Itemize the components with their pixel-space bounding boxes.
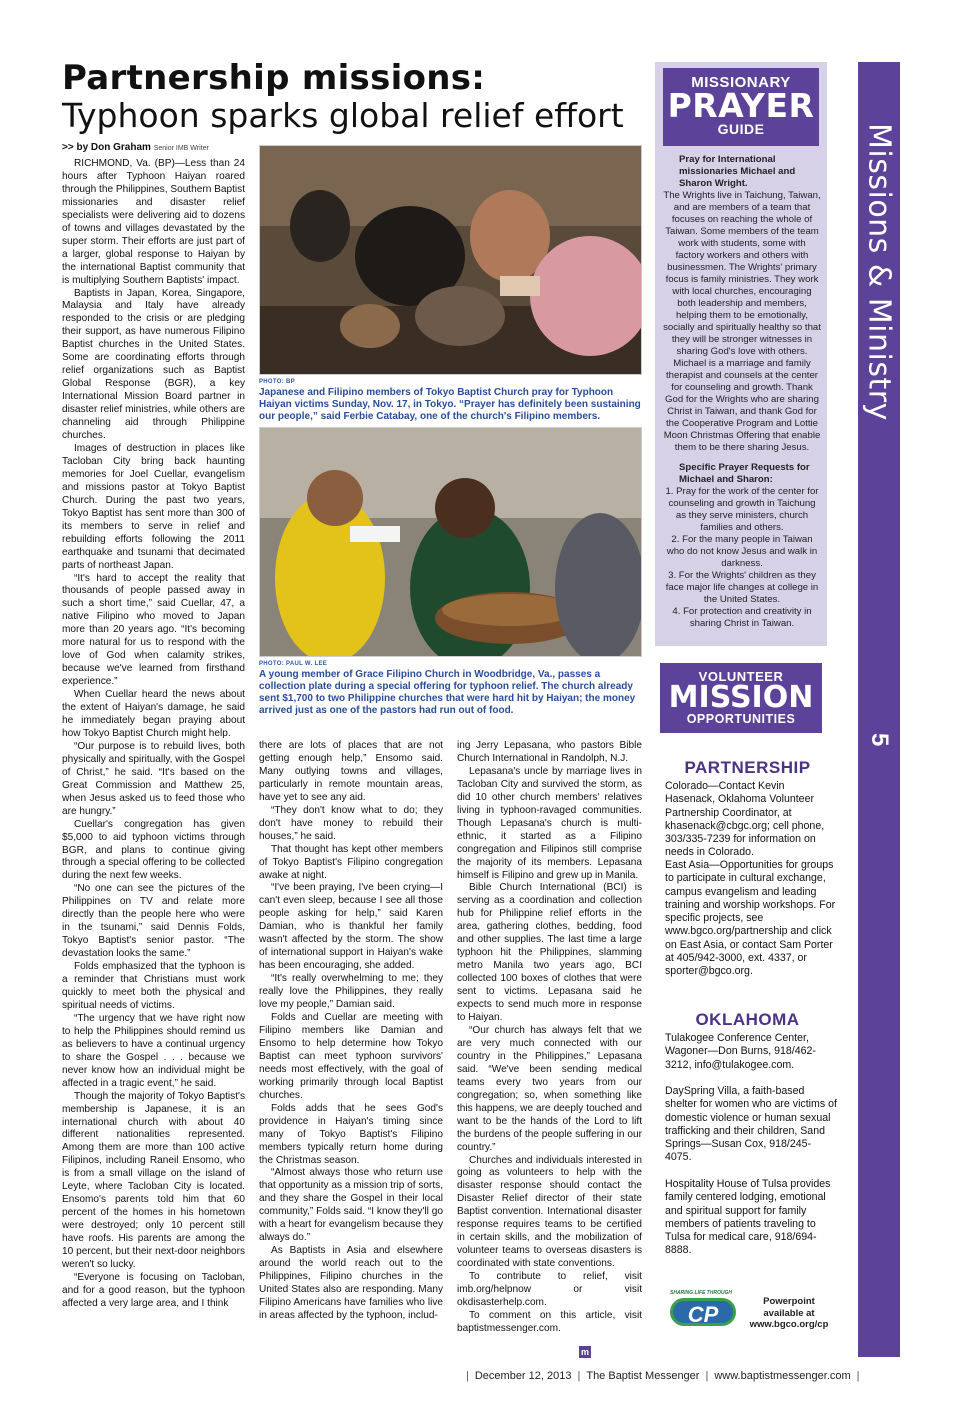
headline-line1: Partnership missions: [62, 58, 486, 98]
col2-para: “Almost always those who return use that opportunity as a mission trip of sorts, and they share the Gospel in their local community,” Folds said. “I know they'll go with a heart for evangelism because they always do.” [259, 1167, 444, 1244]
footer-publication: The Baptist Messenger [586, 1370, 700, 1382]
col1-para: Though the majority of Tokyo Baptist's membership is Japanese, it is an international church with about 40 different nationalities represented. Among them are more than 100 active Filipinos, including Raneil Ensomo, who is from a small village on the island of Leyte, where Tacloban City is located. Ensomo's parents told him that 60 percent of the homes in his hometown were destroyed; only 10 percent still have roofs. His parents are among the 10 percent, but their next-door neighbors weren't so lucky. [62, 1090, 245, 1271]
article-column-3 [457, 740, 642, 1360]
col1-para: “It's hard to accept the reality that thousands of people passed away in such a short time,” said Cuellar, 47, a native Filipino who moved to Japan more than 20 years ago. “It's becoming more natural for us to respond with the love of God when calamity strikes, because we've learned from firsthand experience.” [62, 572, 245, 688]
oklahoma-item: Hospitality House of Tulsa provides family centered lodging, emotional and spiritual support for family members of patients traveling to Tulsa for medical care, 918/694-8888. [665, 1178, 831, 1257]
col3-para: Bible Church International (BCI) is serving as a coordination and collection hub for Philippine relief efforts in the area, gathering clothes, bedding, food and other supplies. The last time a large typhoon hit the Philippines, slamming metro Manila two years ago, BCI collected 100 boxes of clothes that were sent to victims. Lepasana said he expects to send much more in response to Haiyan. [457, 882, 642, 1024]
col1-para: “Everyone is focusing on Tacloban, and for a good reason, but the typhoon affected a very large area, and I think [62, 1271, 245, 1309]
article-column-2 [259, 740, 443, 1360]
footer-url: www.baptistmessenger.com [714, 1370, 851, 1382]
oklahoma-item: DaySpring Villa, a faith-based shelter for women who are victims of domestic violence or human sexual trafficking and their children, Sand Springs—Susan Cox, 918/245-4075. [665, 1085, 837, 1164]
article-column-1 [62, 158, 245, 1358]
prayer-guide-box [655, 62, 827, 646]
photo2-credit: PHOTO: PAUL W. LEE [259, 661, 328, 667]
photo1-caption: Japanese and Filipino members of Tokyo Baptist Church pray for Typhoon Haiyan victims Sunday, Nov. 17, in Tokyo. “Prayer has definitely been sustaining our people,” said Ferbie Catabay, one of the church's Filipino members. [259, 387, 641, 422]
headline-line2: Typhoon sparks global relief effort [62, 96, 624, 135]
col3-para: Lepasana's uncle by marriage lives in Tacloban City and survived the storm, as did 10 other church members' relatives living in typhoon-ravaged communities. Though Lepasana's church is multi-ethnic, it started as a Filipino congregation and Filipinos still comprise the majority of its members. Lepasana himself is Filipino and grew up in Manila. [457, 765, 642, 881]
page-number: 5 [866, 733, 893, 747]
cp-logo [670, 1290, 740, 1330]
oklahoma-heading: OKLAHOMA [695, 1010, 800, 1029]
prayer-request-item: 4. For protection and creativity in sharing Christ in Taiwan. [672, 606, 812, 629]
col1-para: Baptists in Japan, Korea, Singapore, Malaysia and Italy have already responded to the crisis or are pledging their support, as have numerous Filipino Baptist churches in the United States. Some are coordinating efforts through relief organizations such as Baptist Global Response (BGR), a key International Mission Board partner in disaster relief ministries, while others are channeling aid through Philippine churches. [62, 287, 245, 442]
col2-para: Folds adds that he sees God's providence in Haiyan's timing since many of Tokyo Baptist's Filipino members typically return home during the Christmas season. [259, 1102, 443, 1166]
prayer-request-item: 1. Pray for the work of the center for counseling and growth in Taichung as they serve ministers, church families and others. [665, 486, 819, 533]
section-title: Missions & Ministry [861, 123, 897, 421]
prayer-header-line1: MISSIONARY [691, 74, 791, 91]
photo2-caption: A young member of Grace Filipino Church in Woodbridge, Va., passes a collection plate during a special offering for typhoon relief. The church already sent $1,700 to two Philippine churches that were hard hit by Haiyan; the money arrived just as one of the pastors had run out of food. [259, 669, 636, 716]
cp-logo-tagline: SHARING LIFE THROUGH [670, 1290, 732, 1296]
prayer-header-line3: GUIDE [717, 121, 765, 137]
photo1-credit: PHOTO: BP [259, 379, 295, 385]
col1-para: Folds emphasized that the typhoon is a reminder that Christians must work quickly to meet both the physical and spiritual needs of victims. [62, 961, 245, 1011]
volunteer-header-line2: MISSION [668, 680, 814, 715]
col2-para: That thought has kept other members of Tokyo Baptist's Filipino congregation awake at night. [259, 843, 443, 881]
col3-para: To contribute to relief, visit imb.org/helpnow or visit okdisasterhelp.com. [457, 1271, 642, 1308]
prayer-requests-heading: Specific Prayer Requests for Michael and Sharon: [679, 462, 810, 485]
prayer-guide-body [663, 154, 821, 630]
prayer-intro-heading: Pray for International missionaries Michael and Sharon Wright. [679, 154, 796, 189]
page-footer: | December 12, 2013 | The Baptist Messenger | www.baptistmessenger.com | [466, 1370, 860, 1382]
col1-para: “Our purpose is to rebuild lives, both physically and spiritually, with the Gospel of Christ,” he said. “It's based on the Great Commission and Matthew 25, when Jesus asked us to feed those who are hungry.” [62, 740, 245, 817]
prayer-request-item: 3. For the Wrights' children as they face major life changes at college in the United States. [665, 570, 819, 605]
photo-prayer-group-image [260, 146, 642, 375]
col3-para: “Our church has always felt that we are very much connected with our country in the Philippines,” Lepasana said. “We've been sending medical teams every two years from our congregation; so, when something like this happens, we are deeply touched and want to be the hands of the Lord to lift the burdens of the people suffering in our country.” [457, 1024, 642, 1153]
col2-para: Folds and Cuellar are meeting with Filipino members like Damian and Ensomo to help determine how Tokyo Baptist can meet typhoon survivors' needs most effectively, with the goal of working primarily through local Baptist churches. [259, 1012, 443, 1101]
partnership-item: East Asia—Opportunities for groups to participate in cultural exchange, campus evangelism and leading training and worship workshops. For specific projects, see www.bgco.org/partnership and click on East Asia, or contact Sam Porter at 405/942-3000, ext. 4337, or sporter@bgco.org. [665, 859, 836, 978]
photo-collection-plate [259, 427, 642, 657]
col1-para: When Cuellar heard the news about the extent of Haiyan's damage, he said he immediately began praying about how Tokyo Baptist Church might help. [62, 689, 245, 739]
byline [62, 142, 209, 153]
volunteer-mission-header [660, 663, 822, 733]
prayer-intro-text: The Wrights live in Taichung, Taiwan, and are members of a team that focuses on reaching the whole of Taiwan. Some members of the team work with students, some with factory workers and others with businessmen. The Wrights' primary focus is family ministries. They work with local churches, encouraging both leadership and members, helping them to be emotionally, socially and spiritually healthy so that they will be stronger witnesses in sharing God's love with others. Michael is a marriage and family therapist and counsels at the center for counseling and growth. Thank God for the Wrights who are sharing Christ in Taiwan, and thank God for the Cooperative Program and Lottie Moon Christmas Offering that enable them to be there sharing Jesus. [663, 190, 821, 453]
powerpoint-note: Powerpoint available at www.bgco.org/cp [749, 1296, 829, 1330]
col2-para: “It's really overwhelming to me; they really love the Philippines, they really love my people,” Damian said. [259, 973, 443, 1011]
col3-para: ing Jerry Lepasana, who pastors Bible Church International in Randolph, N.J. [457, 740, 642, 764]
col3-para: Churches and individuals interested in going as volunteers to help with the disaster response should contact the Disaster Relief director of their state Baptist convention. International disaster response requires teams to be certified in certain skills, and the mobilization of volunteer teams to overseas disasters is coordinated with state conventions. [457, 1154, 642, 1270]
partnership-item: Colorado—Contact Kevin Hasenack, Oklahoma Volunteer Partnership Coordinator, at khasenack@cbgc.org; cell phone, 303/335-7239 for information on needs in Colorado. [665, 780, 825, 859]
col1-para: Images of destruction in places like Tacloban City bring back haunting memories for Joel Cuellar, evangelism and missions pastor at Tokyo Baptist Church. During the past two years, Tokyo Baptist has sent more than 300 of its members to serve in relief and rebuilding efforts following the 2011 earthquake and tsunami that decimated parts of northeast Japan. [62, 442, 245, 571]
oklahoma-item: Tulakogee Conference Center, Wagoner—Don Burns, 918/462-3212, info@tulakogee.com. [665, 1032, 816, 1071]
volunteer-header-line1: VOLUNTEER [698, 669, 784, 684]
byline-author: >> by Don Graham [62, 142, 151, 153]
volunteer-header-line3: OPPORTUNITIES [686, 712, 796, 726]
prayer-request-item: 2. For the many people in Taiwan who do not know Jesus and walk in darkness. [666, 534, 818, 569]
col1-para: “No one can see the pictures of the Philippines on TV and relate more directly than the people here who were in the tsunami,” said Dennis Folds, Tokyo Baptist's senior pastor. “The devastation looks the same.” [62, 883, 245, 960]
col1-para: Cuellar's congregation has given $5,000 to aid typhoon victims through BGR, and plans to continue giving through a special offering to be collected during the next few weeks. [62, 818, 245, 882]
col1-para: “The urgency that we have right now to help the Philippines should remind us as believers to have a continual urgency to share the Gospel . . . because we never know how an individual might be affected in a tragic event,” he said. [62, 1012, 245, 1089]
footer-date: December 12, 2013 [474, 1370, 572, 1382]
col1-para: RICHMOND, Va. (BP)—Less than 24 hours after Typhoon Haiyan roared through the Philippines, Southern Baptist missionaries and disaster relief specialists were delivering aid to dozens of towns and villages devastated by the super storm. Their efforts are just part of a larger, global response to Haiyan by the international Baptist community that is multiplying Southern Baptists' impact. [62, 158, 245, 286]
byline-role: Senior IMB Writer [153, 145, 209, 152]
end-mark-icon: m [580, 1347, 589, 1357]
photo-prayer-group [259, 145, 642, 375]
prayer-guide-header [663, 68, 819, 146]
photo-collection-plate-image [260, 428, 642, 657]
col2-para: there are lots of places that are not getting enough help,” Ensomo said. Many outlying towns and villages, particularly in remote mountain areas, have yet to see any aid. [259, 740, 443, 803]
cp-logo-letters: CP [670, 1298, 736, 1326]
col2-para: “They don't know what to do; they don't have money to rebuild their houses,” he said. [259, 804, 443, 842]
col2-para: As Baptists in Asia and elsewhere around the world reach out to the Philippines, Filipino churches in the United States also are responding. Many Filipino Americans have families who live in areas affected by the typhoon, includ- [259, 1245, 443, 1321]
col2-para: “I've been praying, I've been crying—I can't even sleep, because I see all those people asking for help,” said Karen Damian, who is thankful her family wasn't affected by the storm. The show of international support in Haiyan's wake has been encouraging, she added. [259, 882, 443, 972]
partnership-heading: PARTNERSHIP [684, 758, 811, 777]
prayer-header-line2: PRAYER [667, 86, 815, 125]
col3-para: To comment on this article, visit baptistmessenger.com. [457, 1309, 642, 1334]
